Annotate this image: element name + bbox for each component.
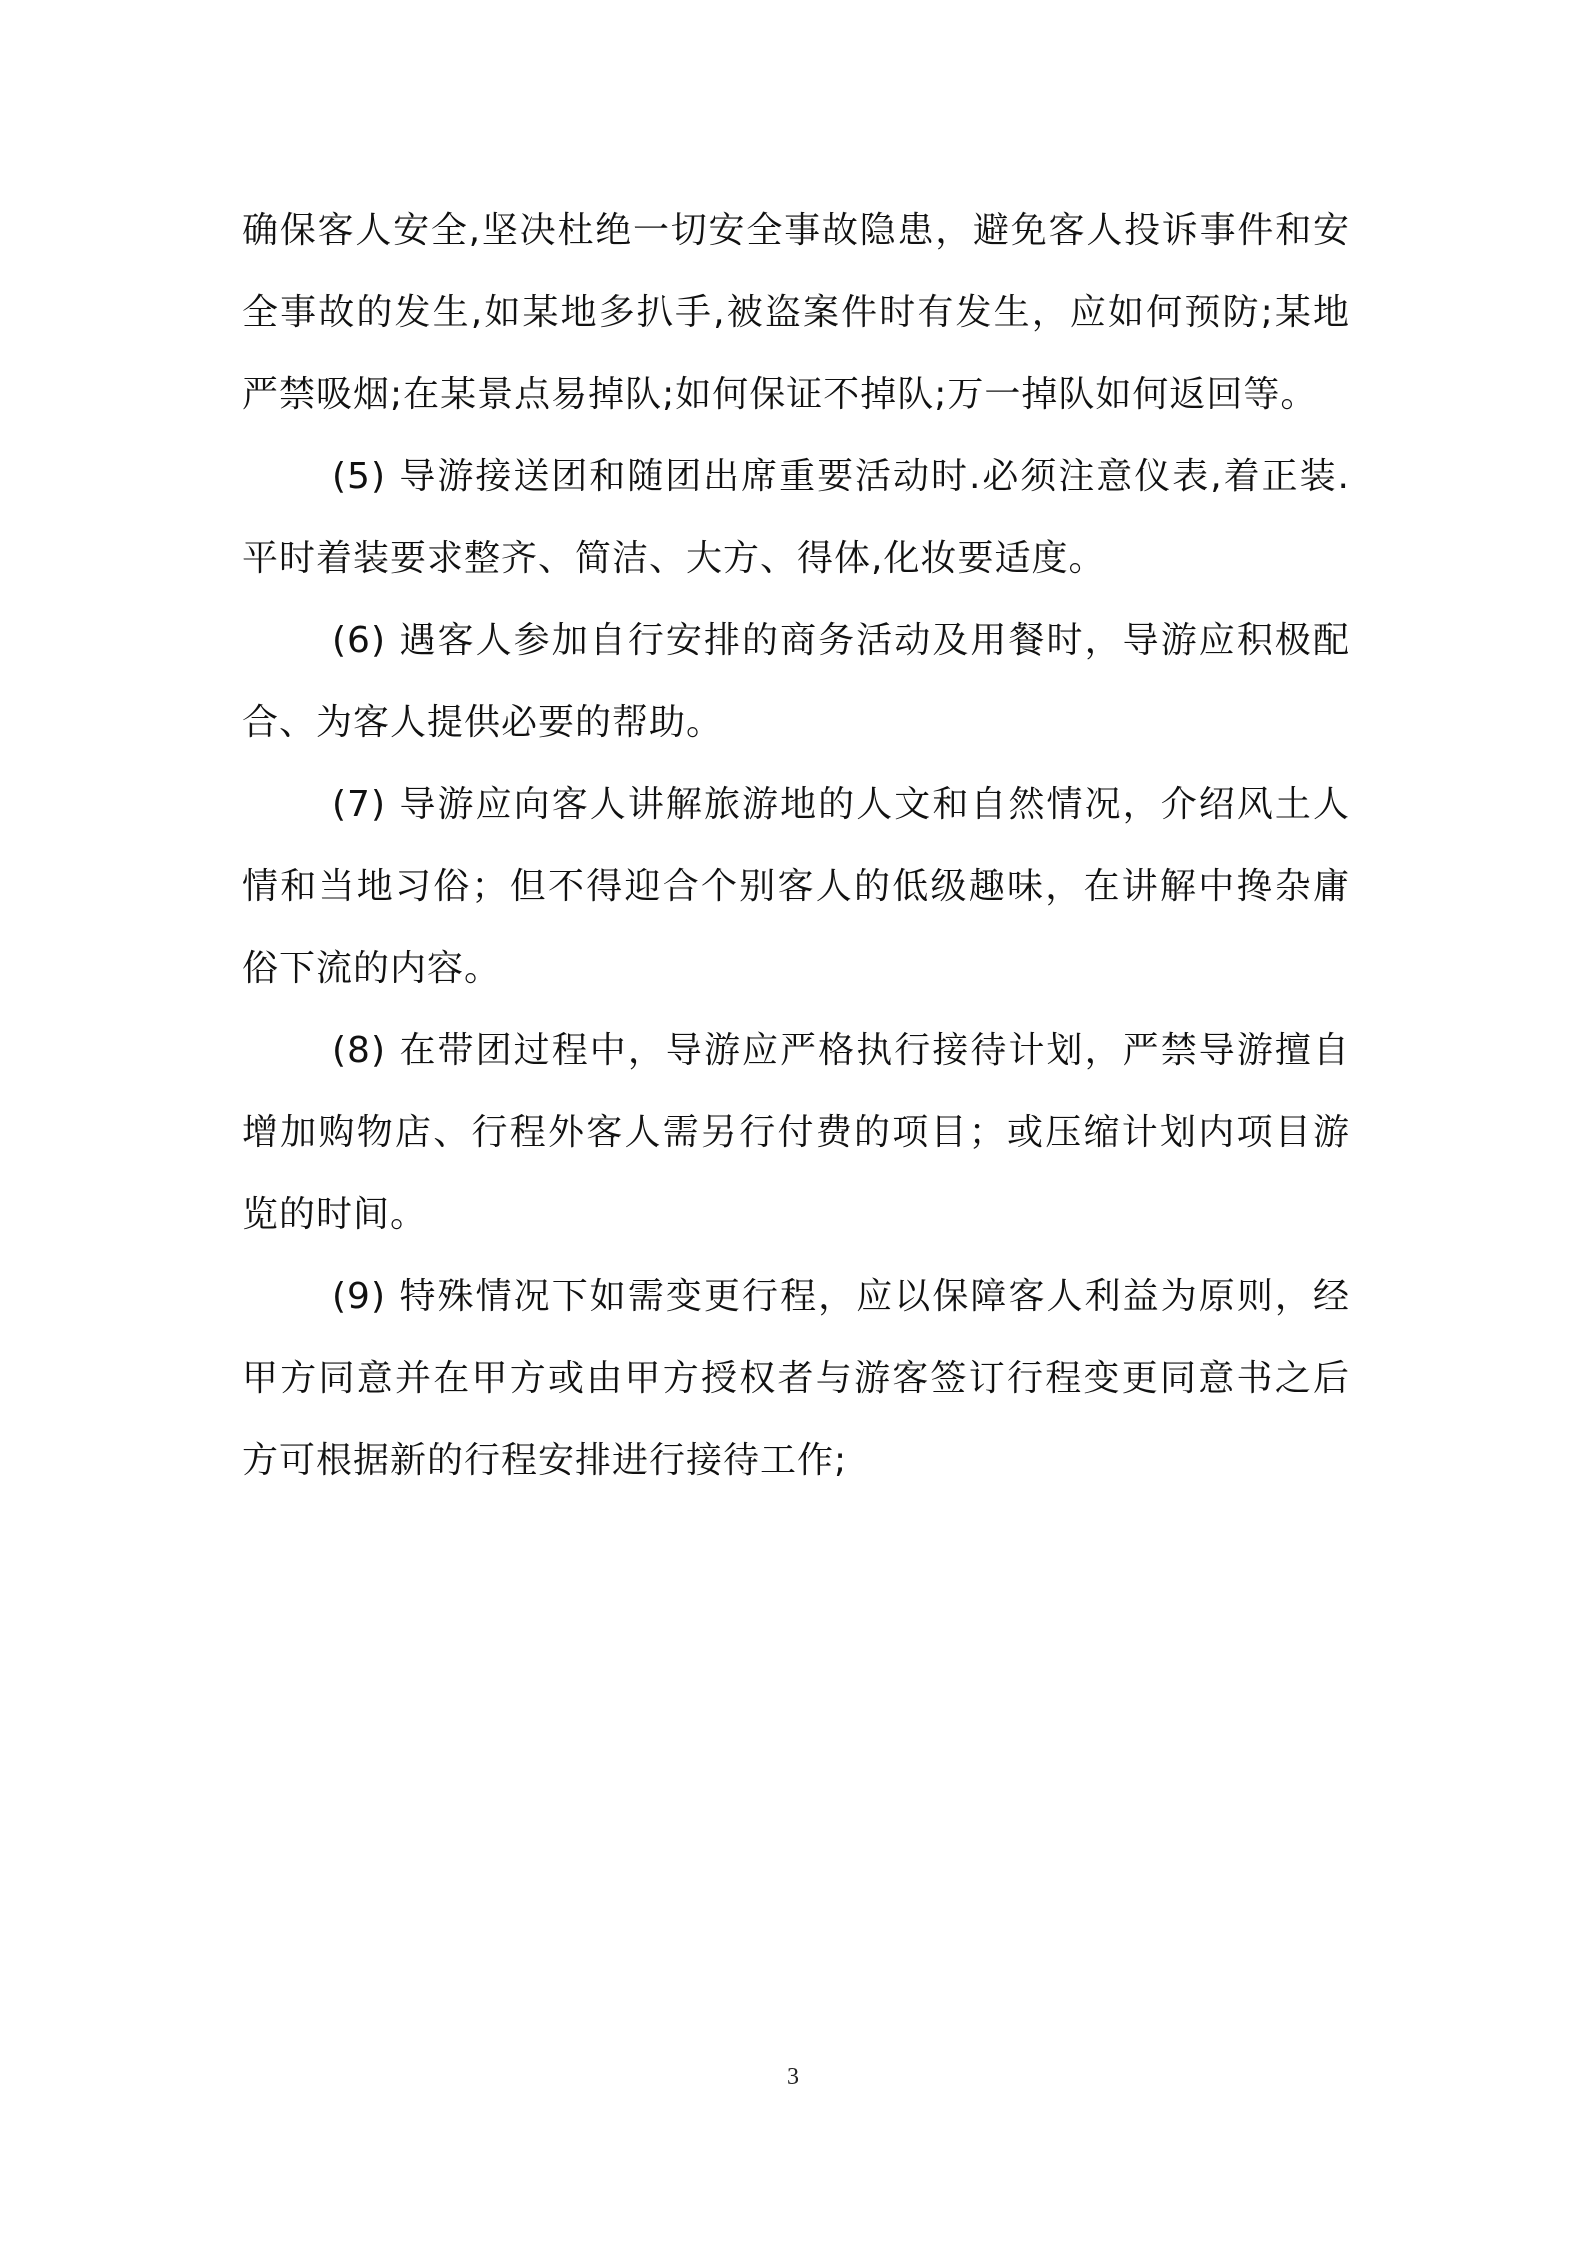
paragraph-item-8: (8) 在带团过程中，导游应严格执行接待计划，严禁导游擅自增加购物店、行程外客人需另行付费的项目；或压缩计划内项目游览的时间。 <box>242 1030 1350 1235</box>
page-number: 3 <box>787 2064 799 2090</box>
paragraph-continuation: 确保客人安全,坚决杜绝一切安全事故隐患，避免客人投诉事件和安全事故的发生,如某地多扒手,被盗案件时有发生，应如何预防;某地严禁吸烟;在某景点易掉队;如何保证不掉队;万一掉队如何返回等。 <box>242 210 1350 415</box>
paragraph-item-6: (6) 遇客人参加自行安排的商务活动及用餐时，导游应积极配合、为客人提供必要的帮助。 <box>242 620 1350 743</box>
paragraph-item-9: (9) 特殊情况下如需变更行程，应以保障客人利益为原则，经甲方同意并在甲方或由甲方授权者与游客签订行程变更同意书之后方可根据新的行程安排进行接待工作; <box>242 1276 1350 1481</box>
document-body <box>242 190 1350 1502</box>
paragraph-item-5: (5) 导游接送团和随团出席重要活动时.必须注意仪表,着正装.平时着装要求整齐、简洁、大方、得体,化妆要适度。 <box>242 456 1350 579</box>
paragraph-item-7: (7) 导游应向客人讲解旅游地的人文和自然情况，介绍风土人情和当地习俗；但不得迎合个别客人的低级趣味，在讲解中搀杂庸俗下流的内容。 <box>242 784 1350 989</box>
